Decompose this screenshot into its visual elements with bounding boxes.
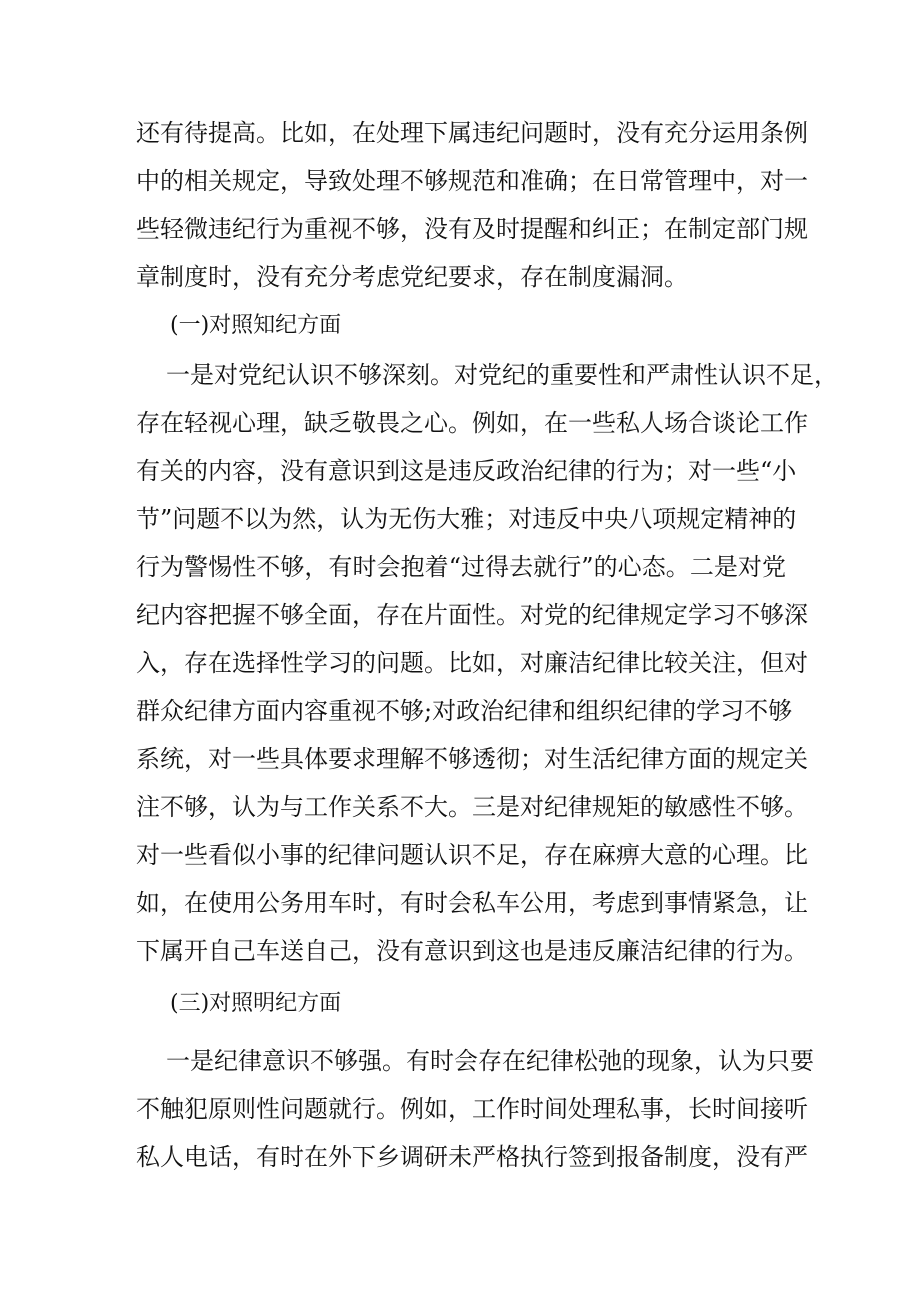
paragraph-line: 有关的内容，没有意识到这是违反政治纪律的行为；对一些“小 xyxy=(136,457,797,485)
paragraph-line: 不触犯原则性问题就行。例如，工作时间处理私事，长时间接听 xyxy=(136,1095,808,1123)
paragraph-line: 下属开自己车送自己，没有意识到这也是违反廉洁纪律的行为。 xyxy=(136,937,808,965)
paragraph-line: 私人电话，有时在外下乡调研未严格执行签到报备制度，没有严 xyxy=(136,1143,808,1171)
paragraph-line: 节”问题不以为然，认为无伤大雅；对违反中央八项规定精神的 xyxy=(136,505,797,533)
paragraph-line: 一是对党纪认识不够深刻。对党纪的重要性和严肃性认识不足， xyxy=(166,361,838,389)
paragraph-line: 群众纪律方面内容重视不够;对政治纪律和组织纪律的学习不够 xyxy=(136,697,793,725)
paragraph-line: 对一些看似小事的纪律问题认识不足，存在麻痹大意的心理。比 xyxy=(136,841,808,869)
paragraph-line: 纪内容把握不够全面，存在片面性。对党的纪律规定学习不够深 xyxy=(136,601,808,629)
paragraph-line: 存在轻视心理，缺乏敬畏之心。例如，在一些私人场合谈论工作 xyxy=(136,409,808,437)
section-heading: (三)对照明纪方面 xyxy=(170,991,342,1016)
paragraph-line: 系统，对一些具体要求理解不够透彻；对生活纪律方面的规定关 xyxy=(136,745,808,773)
paragraph-line: 注不够，认为与工作关系不大。三是对纪律规矩的敏感性不够。 xyxy=(136,793,808,821)
paragraph-line: 还有待提高。比如，在处理下属违纪问题时，没有充分运用条例 xyxy=(136,119,808,147)
paragraph-line: 入，存在选择性学习的问题。比如，对廉洁纪律比较关注，但对 xyxy=(136,649,808,677)
paragraph-line: 中的相关规定，导致处理不够规范和准确；在日常管理中，对一 xyxy=(136,167,808,195)
paragraph-line: 行为警惕性不够，有时会抱着“过得去就行”的心态。二是对党 xyxy=(136,553,786,581)
paragraph-line: 如，在使用公务用车时，有时会私车公用，考虑到事情紧急，让 xyxy=(136,889,808,917)
paragraph-line: 些轻微违纪行为重视不够，没有及时提醒和纠正；在制定部门规 xyxy=(136,215,808,243)
paragraph-line: 章制度时，没有充分考虑党纪要求，存在制度漏洞。 xyxy=(136,263,688,291)
paragraph-line: 一是纪律意识不够强。有时会存在纪律松弛的现象，认为只要 xyxy=(166,1047,814,1075)
section-heading: (一)对照知纪方面 xyxy=(170,313,342,338)
